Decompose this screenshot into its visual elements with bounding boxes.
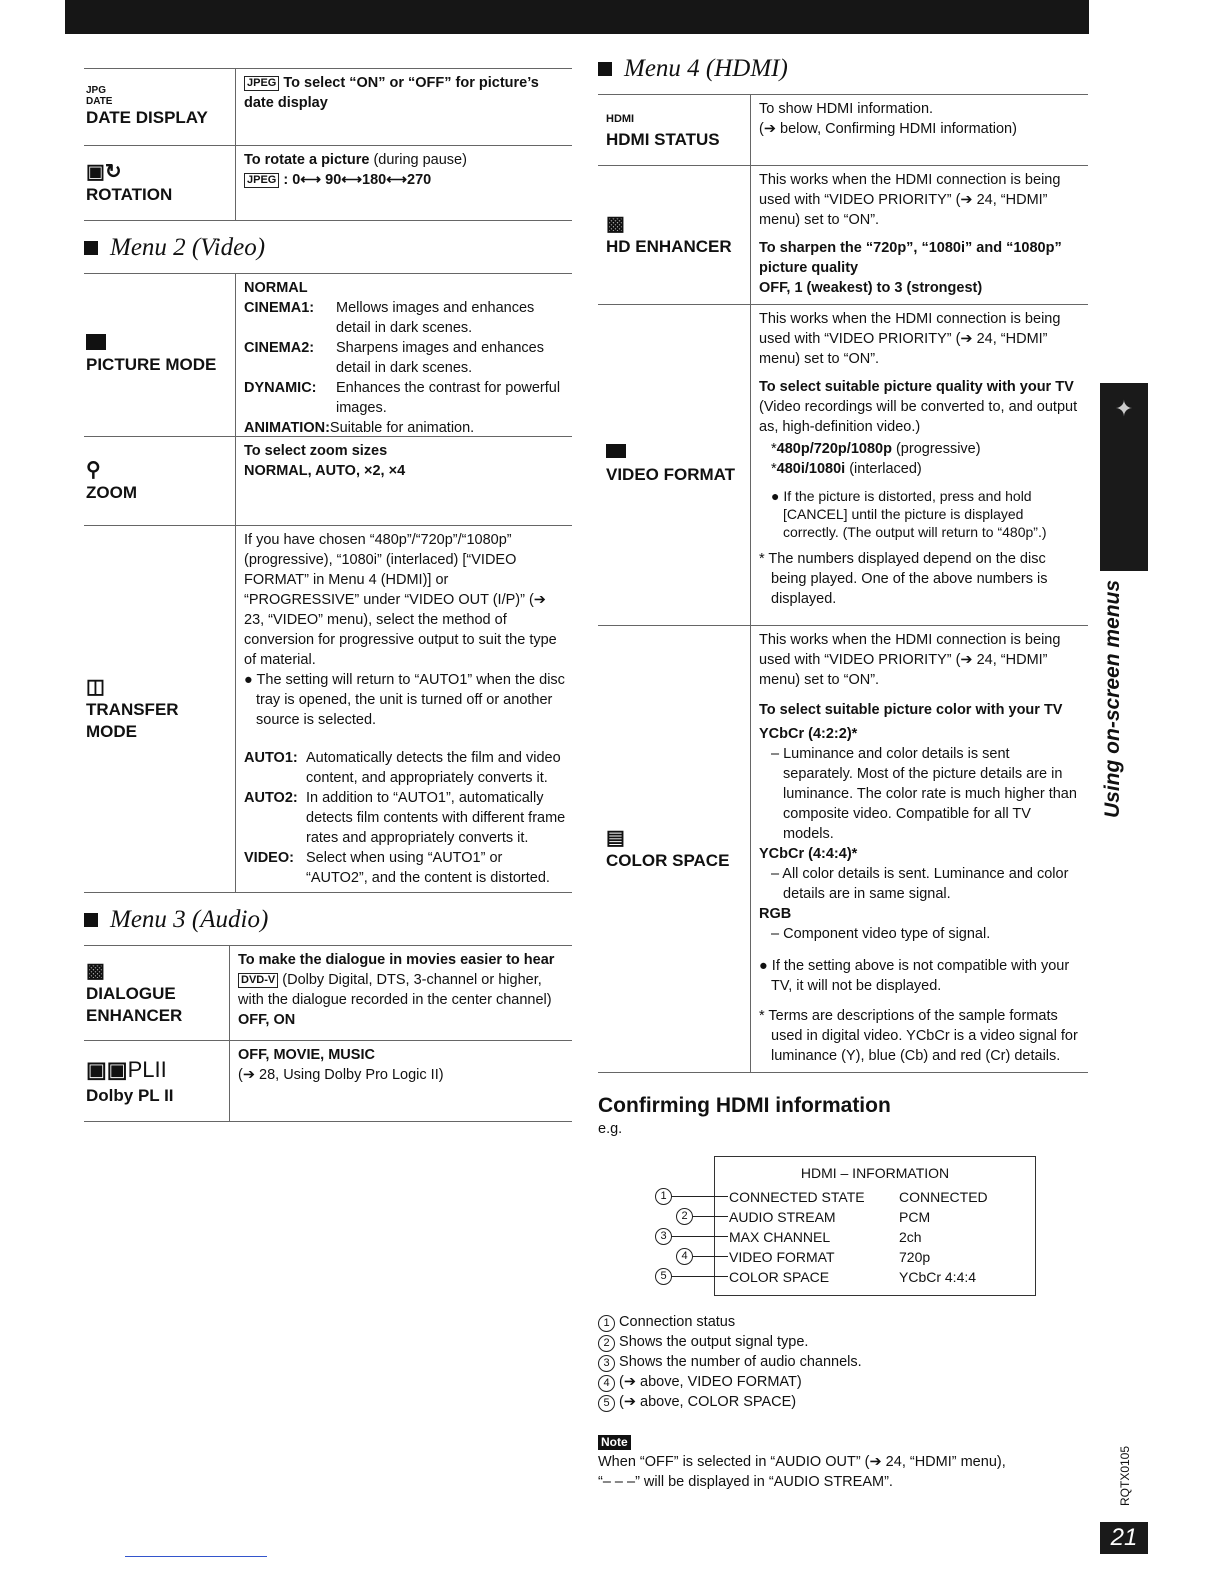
dvd-v-tag: DVD-V	[238, 973, 278, 988]
dolby-dd-icon: ▣▣	[86, 1057, 128, 1082]
ycbcr-422: YCbCr (4:2:2)*	[759, 726, 858, 742]
hdmi-box-key: COLOR SPACE	[729, 1269, 830, 1285]
picture-mode-label	[84, 274, 236, 436]
hdmi-status-line2: (➔ below, Confirming HDMI information)	[759, 121, 1017, 137]
callout-line	[672, 1196, 728, 1197]
transfer-mode-row	[84, 526, 572, 893]
menu3-heading	[84, 905, 572, 935]
legend-item	[598, 1392, 1078, 1412]
picture-mode-item	[244, 298, 566, 338]
eg-label: e.g.	[598, 1121, 623, 1137]
hdmi-status-row	[598, 95, 1088, 166]
color-space-note-text: Terms are descriptions of the sample formats used in digital video. YCbCr is a video signal for luminance (Y), blue (Cb) and red (Cr) details.	[768, 1008, 1078, 1064]
model-number: RQTX0105	[1118, 1445, 1132, 1506]
note-block	[598, 1432, 1078, 1492]
video-format-desc	[751, 305, 1088, 625]
animation-value: Suitable for animation.	[329, 420, 475, 436]
video-format-label	[598, 305, 751, 625]
color-space-row	[598, 626, 1088, 1073]
legend-item	[598, 1352, 1078, 1372]
legend-text: Shows the output signal type.	[615, 1334, 809, 1350]
hdmi-box-value: 2ch	[899, 1229, 922, 1245]
callout	[655, 1228, 728, 1245]
dolby-logo	[86, 1055, 223, 1085]
legend-number: 2	[598, 1335, 615, 1352]
hdmi-box-key: VIDEO FORMAT	[729, 1249, 835, 1265]
hd-enhancer-desc	[751, 166, 1088, 304]
dolby-label	[84, 1041, 230, 1121]
menu4-title: Menu 4 (HDMI)	[624, 55, 788, 82]
jpg-date-icon: JPG DATE	[86, 85, 113, 107]
callout-line	[693, 1256, 728, 1257]
zoom-row	[84, 437, 572, 526]
dialogue-desc-text: (Dolby Digital, DTS, 3-channel or higher, with the dialogue recorded in the center channel)	[238, 972, 552, 1008]
jpeg-tag: JPEG	[244, 76, 279, 91]
ycbcr-444-desc: – All color details is sent. Luminance and color details are in same signal.	[771, 866, 1069, 902]
video-format-opt2: *480i/1080i (interlaced)	[771, 461, 922, 477]
ycbcr-422-text: YCbCr (4:2:2)	[759, 726, 852, 742]
color-space-bullet: ● If the setting above is not compatible with your TV, it will not be displayed.	[759, 958, 1070, 994]
audio-table	[84, 945, 572, 1122]
video-format-opt1: *480p/720p/1080p (progressive)	[771, 441, 981, 457]
hdmi-box-value: 720p	[899, 1249, 931, 1265]
date-display-label	[84, 69, 236, 145]
callout	[655, 1188, 728, 1205]
side-tab	[1100, 383, 1148, 571]
legend-text: (➔ above, VIDEO FORMAT)	[615, 1374, 802, 1390]
callout	[676, 1208, 728, 1225]
rgb-desc: – Component video type of signal.	[771, 926, 991, 942]
dolby-row	[84, 1041, 572, 1122]
color-space-name: COLOR SPACE	[606, 851, 730, 870]
zoom-title: To select zoom sizes	[244, 443, 388, 459]
picture-mode-value: Sharpens images and enhances detail in dark scenes.	[336, 340, 544, 376]
note-line1: When “OFF” is selected in “AUDIO OUT” (➔ 24, “HDMI” menu),	[598, 1454, 1006, 1470]
legend-item	[598, 1332, 1078, 1352]
transfer-item	[244, 848, 566, 888]
legend-list	[598, 1312, 1078, 1412]
video-format-works: This works when the HDMI connection is being used with “VIDEO PRIORITY” (➔ 24, “HDMI” menu) set to “ON”.	[759, 311, 1061, 367]
hd-enhancer-label	[598, 166, 751, 304]
confirm-heading	[598, 1093, 1088, 1119]
zoom-label	[84, 437, 236, 525]
zoom-desc	[236, 437, 572, 525]
dolby-logo-text: PLII	[127, 1057, 167, 1082]
video-format-icon	[606, 444, 626, 458]
video-format-opt2-bold: 480i/1080i	[776, 461, 846, 477]
legend-number: 3	[598, 1355, 615, 1372]
transfer-key: VIDEO:	[244, 850, 294, 866]
hdmi-status-desc	[751, 95, 1088, 165]
rotation-name: ROTATION	[86, 185, 173, 204]
rotation-title: To rotate a picture	[244, 152, 370, 168]
date-display-desc	[236, 69, 572, 145]
transfer-key: AUTO1:	[244, 750, 298, 766]
legend-text: (➔ above, COLOR SPACE)	[615, 1394, 797, 1410]
color-space-note: * Terms are descriptions of the sample formats used in digital video. YCbCr is a video signal for luminance (Y), blue (Cb) and red (Cr) details.	[759, 1008, 1078, 1064]
color-space-desc	[751, 626, 1088, 1072]
note-line2: “– – –” will be displayed in “AUDIO STREAM”.	[598, 1474, 893, 1490]
video-format-sub: (Video recordings will be converted to, and output as, high-definition video.)	[759, 399, 1078, 435]
hdmi-box-value: CONNECTED	[899, 1189, 988, 1205]
page-number: 21	[1100, 1522, 1148, 1554]
side-tab-text: Using on-screen menus	[1101, 579, 1124, 818]
picture-mode-item	[244, 338, 566, 378]
callout-number: 2	[676, 1208, 693, 1225]
callout-number: 5	[655, 1268, 672, 1285]
dialogue-enhancer-icon: ▩	[86, 960, 105, 982]
hdmi-info-box	[714, 1156, 1036, 1296]
menu2-title: Menu 2 (Video)	[110, 234, 266, 261]
rotation-icon: ▣↻	[86, 161, 122, 183]
hdmi-box-value: YCbCr 4:4:4	[899, 1269, 977, 1285]
legend-text: Shows the number of audio channels.	[615, 1354, 862, 1370]
left-column	[84, 68, 572, 1122]
video-format-opt1-text: (progressive)	[891, 441, 981, 457]
hdmi-box-value: PCM	[899, 1209, 931, 1225]
date-display-name: DATE DISPLAY	[86, 108, 208, 127]
rotation-label	[84, 146, 236, 220]
hdmi-status-line1: To show HDMI information.	[759, 101, 934, 117]
picture-mode-name: PICTURE MODE	[86, 355, 217, 374]
jpeg-table	[84, 68, 572, 221]
dialogue-name-2: ENHANCER	[86, 1006, 183, 1025]
zoom-icon: ⚲	[86, 459, 101, 481]
picture-mode-item	[244, 378, 566, 418]
legend-number: 4	[598, 1375, 615, 1392]
zoom-name: ZOOM	[86, 483, 137, 502]
right-column	[598, 52, 1088, 1139]
transfer-mode-name-1: TRANSFER	[86, 700, 179, 719]
transfer-item	[244, 748, 566, 788]
legend-item	[598, 1312, 1078, 1332]
transfer-mode-name-2: MODE	[86, 722, 137, 741]
transfer-value: In addition to “AUTO1”, automatically detects film contents with different frame rates and appropriately converts it.	[306, 790, 566, 846]
hdmi-box-header: HDMI – INFORMATION	[800, 1165, 950, 1181]
hdmi-box-row	[715, 1227, 1035, 1247]
hdmi-box-key: CONNECTED STATE	[729, 1189, 865, 1205]
hdmi-status-label	[598, 95, 751, 165]
rotation-desc	[236, 146, 572, 220]
zoom-values: NORMAL, AUTO, ×2, ×4	[244, 463, 406, 479]
menu3-title: Menu 3 (Audio)	[110, 906, 269, 933]
video-format-bullet: ● If the picture is distorted, press and hold [CANCEL] until the picture is displayed correctly. (The output will return to “480p”.)	[771, 488, 1047, 540]
color-space-works: This works when the HDMI connection is being used with “VIDEO PRIORITY” (➔ 24, “HDMI” menu) set to “ON”.	[759, 632, 1061, 688]
date-display-row	[84, 69, 572, 146]
transfer-mode-icon: ◫	[86, 676, 105, 698]
menu2-heading	[84, 233, 572, 263]
hd-enhancer-row	[598, 166, 1088, 305]
note-label: Note	[598, 1435, 631, 1450]
hdmi-table	[598, 94, 1088, 1073]
video-format-note: * The numbers displayed depend on the disc being played. One of the above numbers is displayed.	[759, 551, 1048, 607]
legend-number: 5	[598, 1395, 615, 1412]
menu4-heading	[598, 54, 1088, 84]
callout-number: 1	[655, 1188, 672, 1205]
dialogue-values: OFF, ON	[238, 1012, 296, 1028]
picture-mode-key: CINEMA1:	[244, 300, 315, 316]
dialogue-title: To make the dialogue in movies easier to hear	[238, 952, 555, 968]
rotation-jpeg-tag: JPEG	[244, 173, 279, 188]
dolby-desc-text: (➔ 28, Using Dolby Pro Logic II)	[238, 1067, 444, 1083]
picture-mode-key: DYNAMIC:	[244, 380, 317, 396]
color-space-title: To select suitable picture color with your TV	[759, 702, 1063, 718]
transfer-key: AUTO2:	[244, 790, 298, 806]
side-tab-icon: ✦	[1114, 396, 1134, 421]
picture-mode-value: Enhances the contrast for powerful images.	[336, 380, 561, 416]
dialogue-enhancer-desc	[230, 946, 572, 1040]
picture-mode-icon	[86, 334, 106, 350]
picture-mode-key: CINEMA2:	[244, 340, 315, 356]
rotation-row	[84, 146, 572, 221]
dolby-desc	[230, 1041, 572, 1121]
callout-line	[672, 1276, 728, 1277]
dialogue-enhancer-label	[84, 946, 230, 1040]
picture-mode-row	[84, 274, 572, 437]
transfer-value: Select when using “AUTO1” or “AUTO2”, and the content is distorted.	[306, 850, 550, 886]
dolby-values: OFF, MOVIE, MUSIC	[238, 1047, 375, 1063]
callout-line	[693, 1216, 728, 1217]
top-bar	[65, 0, 1089, 34]
video-format-opt1-bold: 480p/720p/1080p	[776, 441, 892, 457]
transfer-value: Automatically detects the film and video content, and appropriately converts it.	[306, 750, 561, 786]
footer-underline	[125, 1556, 267, 1557]
callout-line	[672, 1236, 728, 1237]
dialogue-enhancer-row	[84, 946, 572, 1041]
legend-text: Connection status	[615, 1314, 736, 1330]
picture-mode-normal: NORMAL	[244, 280, 308, 296]
hdmi-box-row	[715, 1267, 1035, 1287]
hdmi-box-row	[715, 1247, 1035, 1267]
hdmi-box-key: MAX CHANNEL	[729, 1229, 831, 1245]
color-space-label	[598, 626, 751, 1072]
transfer-mode-desc	[236, 526, 572, 892]
dialogue-name-1: DIALOGUE	[86, 984, 176, 1003]
callout-number: 3	[655, 1228, 672, 1245]
picture-mode-value: Mellows images and enhances detail in dark scenes.	[336, 300, 535, 336]
hd-enhancer-works: This works when the HDMI connection is being used with “VIDEO PRIORITY” (➔ 24, “HDMI” menu) set to “ON”.	[759, 172, 1061, 228]
video-format-opt2-text: (interlaced)	[845, 461, 922, 477]
video-format-title: To select suitable picture quality with your TV	[759, 379, 1074, 395]
video-format-row	[598, 305, 1088, 626]
transfer-item	[244, 788, 566, 848]
rgb-option: RGB	[759, 906, 792, 922]
hdmi-box-row	[715, 1187, 1035, 1207]
confirm-title: Confirming HDMI information	[598, 1094, 891, 1117]
hdmi-box-row	[715, 1207, 1035, 1227]
animation-key: ANIMATION:	[244, 420, 330, 436]
video-format-note-text: The numbers displayed depend on the disc being played. One of the above numbers is displayed.	[768, 551, 1048, 607]
date-display-text: To select “ON” or “OFF” for picture’s date display	[244, 75, 539, 111]
video-format-name: VIDEO FORMAT	[606, 465, 736, 484]
hdmi-icon: HDMI	[606, 113, 635, 125]
transfer-mode-label	[84, 526, 236, 892]
callout	[676, 1248, 728, 1265]
video-table	[84, 273, 572, 893]
hd-enhancer-title: To sharpen the “720p”, “1080i” and “1080p” picture quality	[759, 240, 1062, 276]
color-space-icon: ▤	[606, 827, 625, 849]
callout-number: 4	[676, 1248, 693, 1265]
legend-number: 1	[598, 1315, 615, 1332]
rotation-title-suffix: (during pause)	[369, 152, 467, 168]
legend-item	[598, 1372, 1078, 1392]
transfer-intro: If you have chosen “480p”/“720p”/“1080p” (progressive), “1080i” (interlaced) [“VIDEO FORMAT” in Menu 4 (HDMI)] or “PROGRESSIVE” under “VIDEO OUT (I/P)” (➔ 23, “VIDEO” menu), select the method of conversion for progressive output to suit the type of material.	[244, 532, 557, 668]
ycbcr-444-text: YCbCr (4:4:4)	[759, 846, 852, 862]
dolby-name: Dolby PL II	[86, 1086, 174, 1105]
callout	[655, 1268, 728, 1285]
hd-enhancer-icon: ▩	[606, 213, 625, 235]
hd-enhancer-values: OFF, 1 (weakest) to 3 (strongest)	[759, 280, 983, 296]
ycbcr-444: YCbCr (4:4:4)*	[759, 846, 858, 862]
hdmi-box-key: AUDIO STREAM	[729, 1209, 836, 1225]
hd-enhancer-name: HD ENHANCER	[606, 237, 732, 256]
picture-mode-desc	[236, 274, 572, 436]
rotation-values: : 0⟷ 90⟷180⟷270	[279, 172, 432, 188]
transfer-bullet: ● The setting will return to “AUTO1” when the disc tray is opened, the unit is turned off or another source is selected.	[244, 672, 565, 728]
hdmi-status-name: HDMI STATUS	[606, 130, 720, 149]
ycbcr-422-desc: – Luminance and color details is sent separately. Most of the picture details are in luminance. The color rate is much higher than composite video. Compatible for all TV models.	[771, 746, 1077, 842]
